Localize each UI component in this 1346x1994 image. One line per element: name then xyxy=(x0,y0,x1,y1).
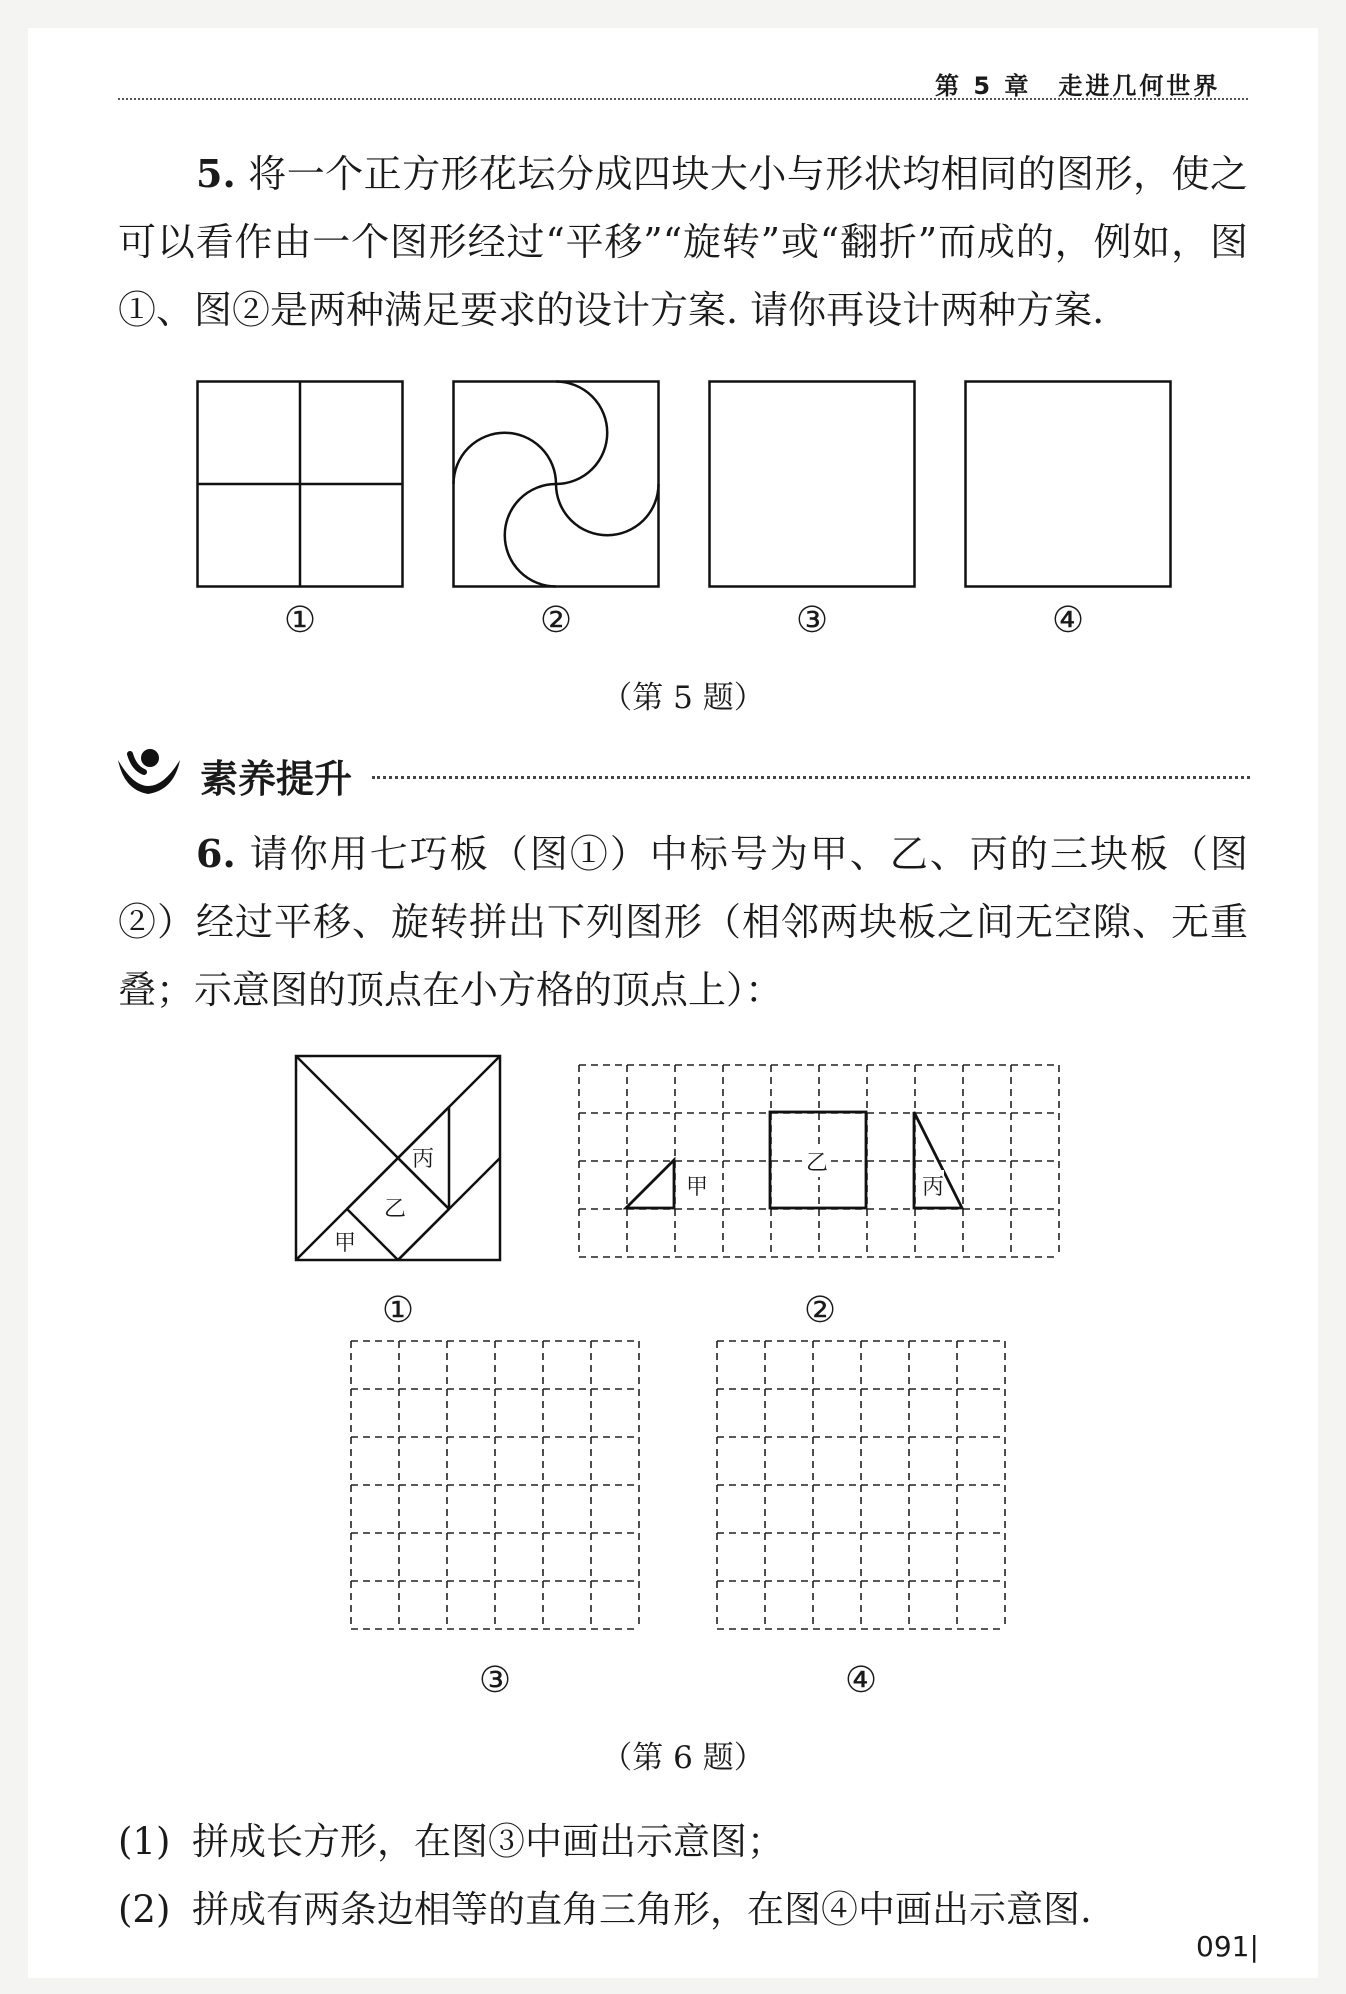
q6-figure-3-grid xyxy=(350,1340,640,1630)
q5-label-2: ② xyxy=(539,600,573,641)
q6-label-1: ① xyxy=(381,1290,415,1331)
section-logo-icon xyxy=(114,742,184,802)
q6-sub-1-number: (1) xyxy=(118,1820,171,1863)
q5-figure-2 xyxy=(452,380,660,588)
tangram-label-jia: 甲 xyxy=(334,1231,357,1256)
q6-label-3: ③ xyxy=(478,1660,512,1701)
q6-sub-1 xyxy=(118,1808,1248,1876)
section-header xyxy=(110,738,1250,808)
question-5-number: 5. xyxy=(196,151,236,196)
page-number: 091| xyxy=(1196,1930,1259,1963)
question-6 xyxy=(118,820,1248,1024)
question-6-number: 6. xyxy=(196,831,236,876)
q6-figure-1-tangram xyxy=(294,1054,504,1264)
q6-sub-2-number: (2) xyxy=(118,1888,171,1931)
q6-label-2: ② xyxy=(803,1290,837,1331)
q6-sub-1-text: 拼成长方形，在图③中画出示意图； xyxy=(192,1820,784,1863)
q5-label-3: ③ xyxy=(795,600,829,641)
section-title: 素养提升 xyxy=(200,757,353,801)
running-header: 第 5 章 走进几何世界 xyxy=(935,72,1221,100)
q5-label-4: ④ xyxy=(1051,600,1085,641)
q5-figure-4 xyxy=(964,380,1172,588)
section-rule xyxy=(372,776,1250,779)
question-5 xyxy=(118,140,1248,344)
q5-label-1: ① xyxy=(283,600,317,641)
q6-label-4: ④ xyxy=(844,1660,878,1701)
grid-piece-label-bing: 丙 xyxy=(922,1170,944,1201)
q6-caption: （第 6 题） xyxy=(601,1740,765,1776)
grid-piece-label-yi: 乙 xyxy=(806,1146,828,1177)
q5-figure-3 xyxy=(708,380,916,588)
q5-caption: （第 5 题） xyxy=(601,680,765,716)
header-rule xyxy=(118,98,1248,100)
grid-piece-label-jia: 甲 xyxy=(686,1170,708,1201)
q6-sub-2 xyxy=(118,1876,1248,1944)
tangram-label-bing: 丙 xyxy=(412,1147,435,1172)
question-5-text: 将一个正方形花坛分成四块大小与形状均相同的图形，使之可以看作由一个图形经过“平移”“旋转”或“翻折”而成的，例如，图①、图②是两种满足要求的设计方案. 请你再设计两种方案. xyxy=(118,152,1248,332)
page-number-value: 091 xyxy=(1196,1930,1250,1963)
q6-figure-4-grid xyxy=(716,1340,1006,1630)
question-6-text: 请你用七巧板（图①）中标号为甲、乙、丙的三块板（图②）经过平移、旋转拼出下列图形（相邻两块板之间无空隙、无重叠；示意图的顶点在小方格的顶点上）： xyxy=(118,832,1248,1012)
tangram-label-yi: 乙 xyxy=(384,1197,407,1222)
q6-sub-2-text: 拼成有两条边相等的直角三角形，在图④中画出示意图. xyxy=(192,1888,1092,1931)
q5-figure-1 xyxy=(196,380,404,588)
